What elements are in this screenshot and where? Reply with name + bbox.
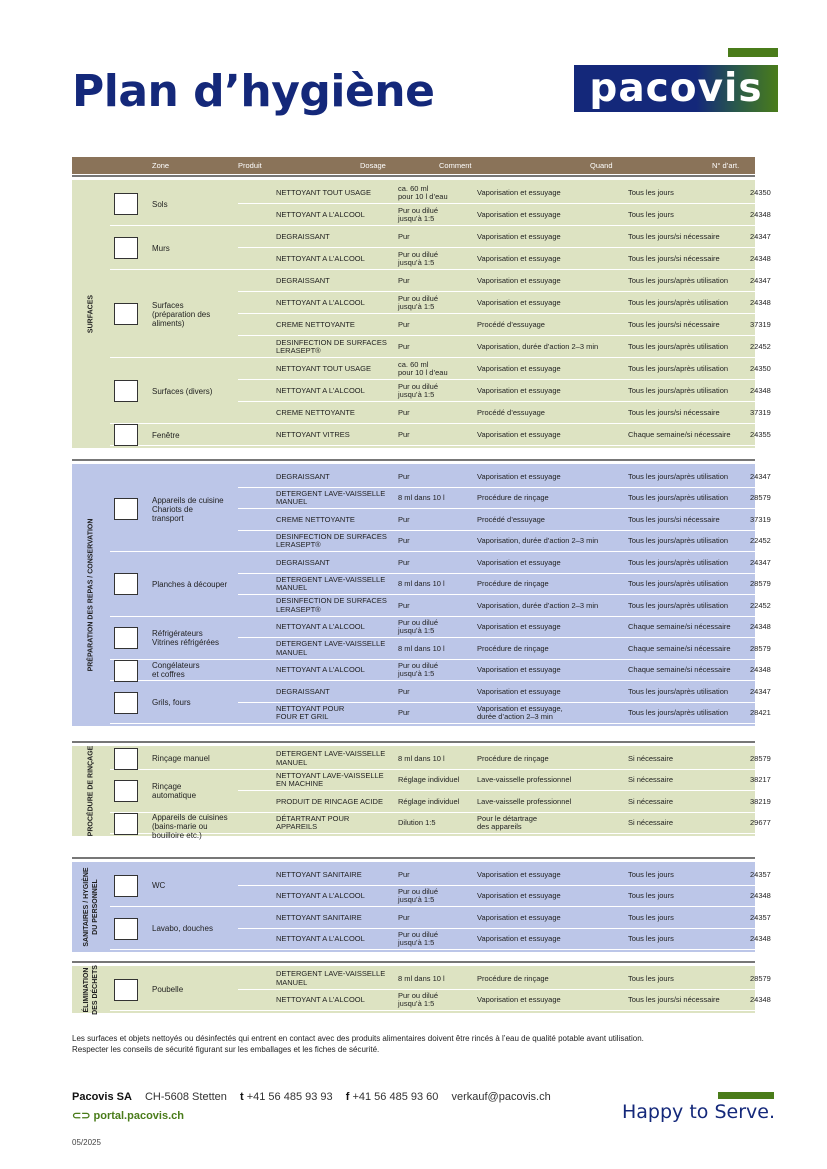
cell-dosage: Dilution 1:5 [398, 818, 436, 827]
cell-dosage: Pur [398, 319, 410, 329]
cell-quand: Tous les jours/après utilisation [628, 471, 729, 481]
zone-name: Murs [152, 243, 170, 253]
cell-art: 37319 [750, 407, 771, 417]
cell-produit: NETTOYANT A L’ALCOOL [276, 891, 365, 900]
cell-produit: DEGRAISSANT [276, 686, 330, 696]
cell-quand: Chaque semaine/si nécessaire [628, 665, 731, 674]
cell-dosage: 8 ml dans 10 l [398, 973, 445, 983]
header-quand: Quand [590, 161, 613, 170]
cell-produit: NETTOYANT TOUT USAGE [276, 363, 372, 373]
cell-produit: NETTOYANT SANITAIRE [276, 912, 362, 922]
zone-2 [110, 617, 238, 660]
cell-quand: Tous les jours/si nécessaire [628, 231, 720, 241]
cell-dosage: Pur [398, 471, 410, 481]
cell-art: 24357 [750, 912, 771, 922]
table-row [238, 380, 771, 402]
slogan-accent-bar [718, 1092, 774, 1099]
cell-comment: Procédure de rinçage [477, 493, 549, 502]
trash-bin-icon [114, 979, 138, 1001]
cell-dosage: Pur [398, 231, 410, 241]
phone-label: t [239, 1091, 244, 1103]
cell-art: 24348 [750, 891, 771, 900]
table-row [238, 968, 771, 990]
zone-name: Lavabo, douches [152, 924, 213, 933]
zone-name: Rinçage manuel [152, 754, 210, 764]
kitchen-icon [114, 380, 138, 402]
cell-produit: NETTOYANT A L’ALCOOL [276, 995, 365, 1004]
cell-quand: Tous les jours/après utilisation [628, 363, 729, 373]
cell-produit: NETTOYANT SANITAIRE [276, 869, 362, 879]
cell-dosage: Pur ou dilué jusqu’à 1:5 [398, 990, 439, 1009]
table-row [238, 488, 771, 510]
cell-produit: NETTOYANT TOUT USAGE [276, 187, 372, 197]
table-row [238, 424, 771, 446]
cell-art: 24357 [750, 869, 771, 879]
cell-produit: NETTOYANT POUR FOUR ET GRIL [276, 703, 345, 722]
cell-art: 24348 [750, 665, 771, 674]
table-row [238, 358, 771, 380]
table-row [238, 990, 771, 1012]
cell-art: 28579 [750, 579, 771, 588]
zone-0 [110, 182, 238, 226]
section-label-text: PRÉPARATION DES REPAS / CONSERVATION [87, 518, 95, 672]
header-comment: Comment [439, 161, 472, 170]
cell-dosage: Pur [398, 407, 410, 417]
table-row [238, 314, 771, 336]
section-label [72, 180, 110, 448]
cell-produit: DETERGENT LAVE-VAISSELLE MANUEL [276, 639, 386, 657]
cell-art: 24348 [750, 209, 771, 219]
cell-art: 24348 [750, 934, 771, 943]
cell-comment: Vaporisation, durée d’action 2–3 min [477, 600, 599, 610]
table-row [238, 226, 771, 248]
toilet-icon [114, 875, 138, 897]
cell-dosage: 8 ml dans 10 l [398, 579, 445, 588]
cell-quand: Chaque semaine/si nécessaire [628, 643, 731, 653]
table-row [238, 681, 771, 703]
cell-comment: Vaporisation, durée d’action 2–3 min [477, 536, 599, 545]
cell-art: 24347 [750, 275, 771, 285]
section-label-text: SANITAIRES / HYGIÈNE DU PERSONNEL [83, 867, 99, 947]
table-row [238, 886, 771, 908]
cell-quand: Tous les jours/après utilisation [628, 275, 729, 285]
cell-quand: Tous les jours [628, 912, 674, 922]
cell-comment: Vaporisation et essuyage, durée d’action 2–3 min [477, 703, 563, 722]
cell-produit: PRODUIT DE RINCAGE ACIDE [276, 796, 383, 806]
cell-dosage: Pur [398, 686, 410, 696]
cell-dosage: Pur [398, 341, 410, 351]
zone-4 [110, 424, 238, 446]
table-row [238, 509, 771, 531]
zone-name: Surfaces (divers) [152, 386, 213, 396]
section-2 [72, 745, 771, 840]
cell-art: 28421 [750, 708, 771, 717]
section-label [72, 966, 110, 1013]
zone-name: Rinçage automatique [152, 782, 197, 800]
zone-name: Appareils de cuisines (bains-marie ou bouilloire etc.) [152, 812, 228, 840]
cell-quand: Tous les jours/après utilisation [628, 536, 729, 545]
cell-quand: Tous les jours [628, 187, 674, 197]
cell-art: 22452 [750, 536, 771, 545]
sink-icon [114, 918, 138, 940]
cell-produit: DEGRAISSANT [276, 471, 330, 481]
table-row [238, 617, 771, 639]
header-art: N° d’art. [712, 161, 740, 170]
cell-quand: Tous les jours [628, 209, 674, 219]
logo-wordmark: pacovis [574, 65, 778, 112]
cell-dosage: Pur ou dilué jusqu’à 1:5 [398, 886, 439, 905]
cell-comment: Vaporisation et essuyage [477, 912, 561, 922]
cell-produit: CREME NETTOYANTE [276, 319, 355, 329]
cell-art: 29677 [750, 818, 771, 827]
table-row [238, 402, 771, 424]
cell-comment: Procédure de rinçage [477, 579, 549, 588]
phone-number: +41 56 485 93 93 [246, 1091, 333, 1103]
cell-quand: Chaque semaine/si nécessaire [628, 429, 731, 439]
cell-quand: Tous les jours/après utilisation [628, 557, 729, 567]
cell-quand: Si nécessaire [628, 818, 674, 827]
safety-note: Les surfaces et objets nettoyés ou désinfectés qui entrent en contact avec des produits alimentaires doivent être rincés à l’eau de qualité potable avant utilisation. Respecter les conseils de sécurité figurant sur les emballages et les fiches de sécurité. [72, 1034, 644, 1054]
section-3 [72, 862, 771, 952]
zone-0 [110, 968, 238, 1011]
cell-dosage: Pur ou dilué jusqu’à 1:5 [398, 929, 439, 948]
cell-comment: Vaporisation et essuyage [477, 209, 561, 219]
table-row [238, 929, 771, 951]
cell-art: 24348 [750, 385, 771, 395]
cell-art: 24350 [750, 363, 771, 373]
cell-dosage: ca. 60 ml pour 10 l d’eau [398, 359, 448, 377]
cell-comment: Vaporisation et essuyage [477, 869, 561, 879]
cell-art: 38219 [750, 796, 771, 806]
section-separator [72, 857, 755, 859]
table-row [238, 770, 771, 792]
table-row [238, 248, 771, 270]
cell-produit: CREME NETTOYANTE [276, 514, 355, 524]
cell-dosage: Pur [398, 275, 410, 285]
cell-produit: DESINFECTION DE SURFACES LERASEPT® [276, 596, 387, 614]
header-dosage: Dosage [360, 161, 386, 170]
cell-art: 24348 [750, 622, 771, 631]
cell-art: 24348 [750, 995, 771, 1004]
table-row [238, 638, 771, 660]
cell-dosage: Pur [398, 557, 410, 567]
footer-contact [72, 1091, 551, 1103]
cell-quand: Si nécessaire [628, 753, 674, 763]
slogan: Happy to Serve. [622, 1101, 775, 1123]
section-separator [72, 961, 755, 963]
cell-comment: Vaporisation et essuyage [477, 934, 561, 943]
cell-art: 28579 [750, 973, 771, 983]
zone-3 [110, 660, 238, 682]
company-address: CH-5608 Stetten [144, 1091, 227, 1103]
section-label-text: ÉLIMINATION DES DÉCHETS [83, 964, 99, 1015]
section-label [72, 862, 110, 952]
zone-name: Réfrigérateurs Vitrines réfrigérées [152, 629, 219, 647]
fax-label: f [345, 1091, 350, 1103]
cell-quand: Tous les jours [628, 891, 674, 900]
cell-comment: Vaporisation et essuyage [477, 385, 561, 395]
cell-quand: Tous les jours/après utilisation [628, 385, 729, 395]
section-1 [72, 464, 771, 726]
cell-dosage: Pur ou dilué jusqu’à 1:5 [398, 617, 439, 636]
cell-art: 24355 [750, 429, 771, 439]
section-4 [72, 964, 771, 1015]
zone-0 [110, 466, 238, 552]
table-row [238, 574, 771, 596]
zone-1 [110, 907, 238, 950]
freezer-icon [114, 660, 138, 682]
cell-comment: Vaporisation et essuyage [477, 686, 561, 696]
cell-art: 28579 [750, 643, 771, 653]
cell-quand: Tous les jours/si nécessaire [628, 995, 720, 1004]
cell-dosage: Pur ou dilué jusqu’à 1:5 [398, 660, 439, 679]
zone-name: Poubelle [152, 985, 184, 994]
portal-url[interactable]: portal.pacovis.ch [93, 1110, 184, 1122]
food-surface-icon [114, 303, 138, 325]
cell-art: 24347 [750, 557, 771, 567]
cell-quand: Si nécessaire [628, 796, 674, 806]
cutting-board-icon [114, 573, 138, 595]
email-link[interactable]: verkauf@pacovis.ch [451, 1091, 551, 1103]
section-label [72, 464, 110, 726]
zone-4 [110, 681, 238, 724]
table-row [238, 204, 771, 226]
dishes-icon [114, 748, 138, 770]
cell-dosage: Pur ou dilué jusqu’à 1:5 [398, 381, 439, 399]
logo-accent-bar [728, 48, 778, 57]
cell-art: 28579 [750, 493, 771, 502]
cell-dosage: Pur ou dilué jusqu’à 1:5 [398, 205, 439, 223]
zone-name: Planches à découper [152, 579, 228, 589]
cell-dosage: Pur ou dilué jusqu’à 1:5 [398, 293, 439, 311]
table-row [238, 791, 771, 813]
cell-dosage: Pur ou dilué jusqu’à 1:5 [398, 249, 439, 267]
cell-produit: NETTOYANT A L’ALCOOL [276, 297, 365, 307]
floor-tiles-icon [114, 193, 138, 215]
zone-2 [110, 270, 238, 358]
table-row [238, 864, 771, 886]
cell-produit: NETTOYANT A L’ALCOOL [276, 385, 365, 395]
cell-quand: Tous les jours [628, 973, 674, 983]
zone-1 [110, 552, 238, 617]
cell-comment: Vaporisation et essuyage [477, 995, 561, 1004]
cell-comment: Vaporisation et essuyage [477, 471, 561, 481]
page-title: Plan d’hygiène [72, 66, 435, 117]
zone-2 [110, 812, 238, 840]
header-produit: Produit [238, 161, 262, 170]
zone-name: Congélateurs et coffres [152, 661, 200, 680]
cell-comment: Vaporisation et essuyage [477, 622, 561, 631]
cell-dosage: Pur [398, 429, 410, 439]
link-icon: ⊂⊃ [72, 1110, 94, 1122]
cell-comment: Procédé d’essuyage [477, 514, 545, 524]
table-row [238, 595, 771, 617]
cell-produit: DETERGENT LAVE-VAISSELLE MANUEL [276, 574, 386, 593]
cell-quand: Tous les jours/après utilisation [628, 579, 729, 588]
cell-art: 24347 [750, 231, 771, 241]
zone-name: Surfaces (préparation des aliments) [152, 300, 211, 328]
cell-dosage: ca. 60 ml pour 10 l d’eau [398, 183, 448, 201]
cell-comment: Procédure de rinçage [477, 753, 549, 763]
zone-3 [110, 358, 238, 424]
cell-produit: NETTOYANT VITRES [276, 429, 350, 439]
cell-dosage: Pur [398, 869, 410, 879]
cell-produit: NETTOYANT A L’ALCOOL [276, 209, 365, 219]
section-0 [72, 180, 771, 448]
cell-comment: Vaporisation, durée d’action 2–3 min [477, 341, 599, 351]
cell-art: 22452 [750, 341, 771, 351]
zone-1 [110, 770, 238, 813]
cell-comment: Vaporisation et essuyage [477, 665, 561, 674]
table-row [238, 466, 771, 488]
pacovis-logo [574, 48, 778, 112]
cell-quand: Tous les jours [628, 869, 674, 879]
wall-icon [114, 237, 138, 259]
cell-dosage: Réglage individuel [398, 796, 460, 806]
cell-comment: Vaporisation et essuyage [477, 363, 561, 373]
cell-comment: Procédé d’essuyage [477, 319, 545, 329]
cell-dosage: Pur [398, 600, 410, 610]
cell-quand: Chaque semaine/si nécessaire [628, 622, 731, 631]
cell-quand: Tous les jours/si nécessaire [628, 319, 720, 329]
cell-comment: Vaporisation et essuyage [477, 557, 561, 567]
fridge-icon [114, 627, 138, 649]
cell-dosage: Pur [398, 514, 410, 524]
portal-link[interactable] [72, 1109, 184, 1122]
header-zone: Zone [152, 161, 170, 170]
cell-produit: DETERGENT LAVE-VAISSELLE MANUEL [276, 969, 386, 987]
cell-comment: Vaporisation et essuyage [477, 253, 561, 263]
cell-quand: Tous les jours/après utilisation [628, 493, 729, 502]
table-row [238, 660, 771, 682]
cell-dosage: 8 ml dans 10 l [398, 643, 445, 653]
cell-art: 38217 [750, 775, 771, 784]
cell-produit: DEGRAISSANT [276, 557, 330, 567]
cell-produit: DESINFECTION DE SURFACES LERASEPT® [276, 337, 387, 355]
section-label-text: SURFACES [87, 294, 95, 334]
cell-produit: NETTOYANT LAVE-VAISSELLE EN MACHINE [276, 770, 384, 789]
kitchen-appliance-icon [114, 498, 138, 520]
cell-dosage: Pur [398, 536, 410, 545]
cell-quand: Tous les jours/si nécessaire [628, 407, 720, 417]
cell-produit: DEGRAISSANT [276, 275, 330, 285]
cell-comment: Lave-vaisselle professionnel [477, 775, 572, 784]
cell-dosage: Pur [398, 912, 410, 922]
cell-dosage: Pur [398, 708, 410, 717]
cell-quand: Tous les jours/après utilisation [628, 600, 729, 610]
cell-produit: DÉTARTRANT POUR APPAREILS [276, 813, 350, 832]
cell-comment: Vaporisation et essuyage [477, 187, 561, 197]
zone-1 [110, 226, 238, 270]
table-header [72, 157, 755, 174]
table-row [238, 531, 771, 553]
cell-art: 28579 [750, 753, 771, 763]
section-separator [72, 741, 755, 743]
cell-comment: Vaporisation et essuyage [477, 429, 561, 439]
cell-art: 24347 [750, 686, 771, 696]
cell-quand: Tous les jours/après utilisation [628, 708, 729, 717]
document-date: 05/2025 [72, 1138, 101, 1147]
table-row [238, 907, 771, 929]
cell-dosage: 8 ml dans 10 l [398, 753, 445, 763]
cell-quand: Tous les jours/après utilisation [628, 341, 729, 351]
cell-comment: Vaporisation et essuyage [477, 275, 561, 285]
cell-comment: Vaporisation et essuyage [477, 891, 561, 900]
section-label-text: PROCÉDURE DE RINÇAGE [87, 745, 95, 837]
section-separator [72, 175, 755, 177]
section-separator [72, 459, 755, 461]
table-row [238, 292, 771, 314]
cell-comment: Lave-vaisselle professionnel [477, 796, 572, 806]
cell-produit: DETERGENT LAVE-VAISSELLE MANUEL [276, 488, 386, 507]
cell-produit: NETTOYANT A L’ALCOOL [276, 934, 365, 943]
cell-dosage: Réglage individuel [398, 775, 460, 784]
company-name: Pacovis SA [72, 1091, 132, 1103]
oven-icon [114, 692, 138, 714]
cell-quand: Tous les jours/après utilisation [628, 297, 729, 307]
table-row [238, 552, 771, 574]
cell-produit: NETTOYANT A L’ALCOOL [276, 622, 365, 631]
cell-dosage: 8 ml dans 10 l [398, 493, 445, 502]
cell-comment: Vaporisation et essuyage [477, 231, 561, 241]
table-row [238, 182, 771, 204]
zone-name: WC [152, 881, 166, 890]
cell-produit: DEGRAISSANT [276, 231, 330, 241]
table-row [238, 336, 771, 358]
zone-0 [110, 748, 238, 770]
cell-comment: Procédure de rinçage [477, 643, 549, 653]
cell-quand: Tous les jours/si nécessaire [628, 514, 720, 524]
cell-produit: CREME NETTOYANTE [276, 407, 355, 417]
cell-produit: DETERGENT LAVE-VAISSELLE MANUEL [276, 749, 386, 767]
cell-quand: Tous les jours [628, 934, 674, 943]
table-row [238, 703, 771, 725]
zone-name: Fenêtre [152, 430, 180, 440]
zone-name: Appareils de cuisine Chariots de transport [152, 495, 224, 523]
cell-art: 24348 [750, 297, 771, 307]
cell-quand: Tous les jours/après utilisation [628, 686, 729, 696]
cell-comment: Procédure de rinçage [477, 973, 549, 983]
cell-comment: Pour le détartrage des appareils [477, 813, 538, 832]
cell-art: 37319 [750, 514, 771, 524]
cell-produit: DESINFECTION DE SURFACES LERASEPT® [276, 531, 387, 550]
cell-art: 24347 [750, 471, 771, 481]
cell-art: 24348 [750, 253, 771, 263]
cell-art: 37319 [750, 319, 771, 329]
cell-quand: Tous les jours/si nécessaire [628, 253, 720, 263]
table-row [238, 813, 771, 835]
cell-comment: Procédé d’essuyage [477, 407, 545, 417]
zone-name: Grils, fours [152, 698, 191, 707]
zone-name: Sols [152, 199, 168, 209]
dishwasher-icon [114, 780, 138, 802]
cell-art: 24350 [750, 187, 771, 197]
cell-quand: Si nécessaire [628, 775, 674, 784]
section-label [72, 746, 110, 836]
cell-art: 22452 [750, 600, 771, 610]
fax-number: +41 56 485 93 60 [352, 1091, 439, 1103]
cell-produit: NETTOYANT A L’ALCOOL [276, 665, 365, 674]
zone-0 [110, 864, 238, 907]
window-icon [114, 424, 138, 446]
boiler-icon [114, 813, 138, 835]
table-row [238, 270, 771, 292]
cell-produit: NETTOYANT A L’ALCOOL [276, 253, 365, 263]
cell-comment: Vaporisation et essuyage [477, 297, 561, 307]
table-row [238, 748, 771, 770]
